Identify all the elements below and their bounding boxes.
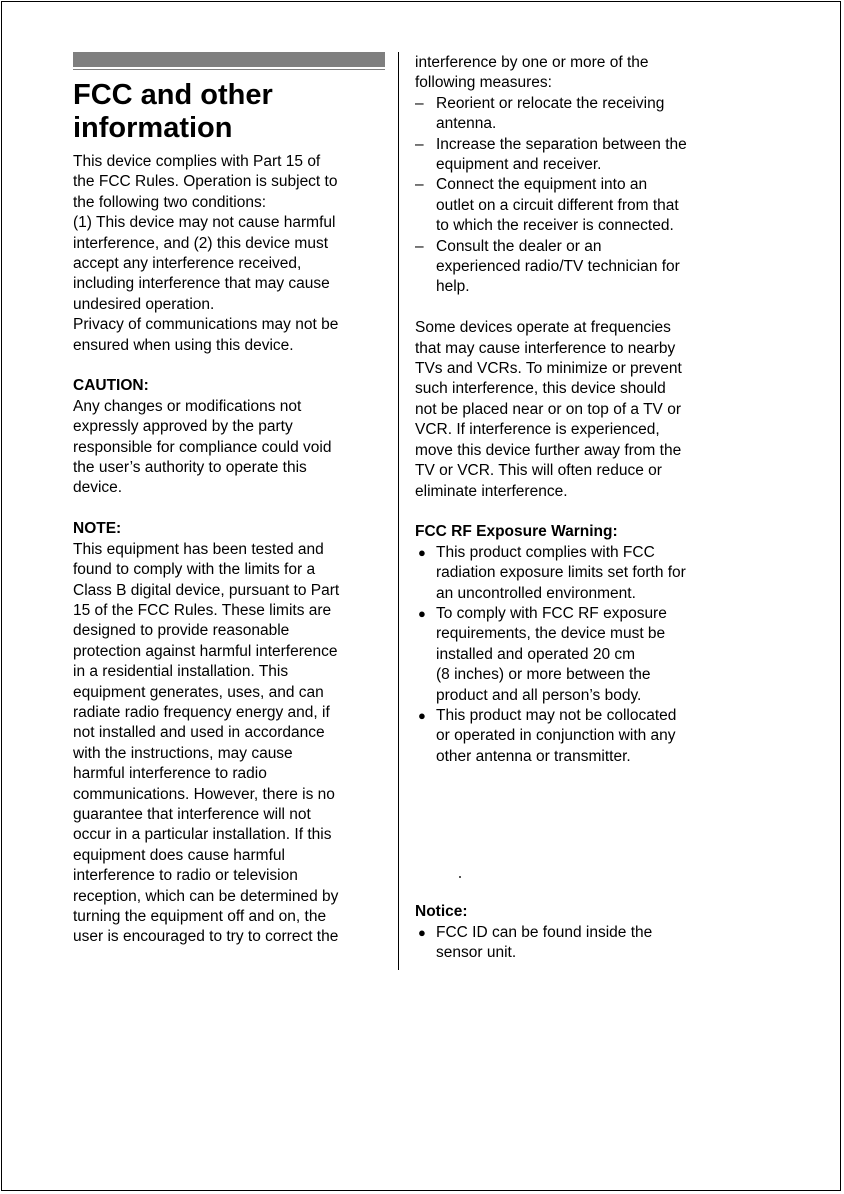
bullet-icon: ●	[418, 924, 426, 940]
interference-paragraph: Some devices operate at frequencies that may cause interference to nearby TVs and VCRs. To minimize or prevent such interference, this device should not be placed near or on top of a TV or VCR. If interference is experienced, move this device further away from the TV or VCR. This will often reduce or eliminate interference.	[415, 319, 682, 500]
list-item: – Increase the separation between the equipment and receiver.	[415, 135, 687, 174]
list-item: ● This product complies with FCC radiation exposure limits set forth for an uncontrolled environment.	[418, 543, 686, 602]
title-line-2: information	[73, 112, 233, 144]
note-heading: NOTE:	[73, 520, 122, 538]
list-item: – Consult the dealer or an experienced radio/TV technician for help.	[415, 237, 680, 296]
note-paragraph: This equipment has been tested and found to comply with the limits for a Class B digital device, pursuant to Part 15 of the FCC Rules. These limits are designed to provide reasonable protection against harmful interference in a residential installation. This equipment generates, uses, and can radiate radio frequency energy and, if not installed and used in accordance with the instructions, may cause harmful interference to radio communications. However, there is no guarantee that interference will not occur in a particular installation. If this equipment does cause harmful interference to radio or television reception, which can be determined by turning the equipment off and on, the user is encouraged to try to correct the	[73, 540, 340, 946]
notice-heading: Notice:	[415, 903, 468, 921]
measures-lead: interference by one or more of the following measures:	[415, 54, 649, 92]
list-item: – Connect the equipment into an outlet on a circuit different from that to which the receiver is connected.	[415, 176, 679, 235]
caution-heading: CAUTION:	[73, 377, 149, 395]
title-bar	[73, 52, 385, 67]
bullet-icon: ●	[418, 605, 426, 621]
title-rule	[73, 69, 385, 70]
bullet-icon: ●	[418, 544, 426, 560]
scan-speck	[459, 876, 461, 878]
list-item: – Reorient or relocate the receiving antenna.	[415, 94, 665, 133]
notice-list	[415, 923, 730, 964]
measures-list	[415, 94, 730, 298]
column-divider	[398, 52, 399, 970]
rf-warning-list	[415, 543, 730, 767]
list-item: ● To comply with FCC RF exposure requirements, the device must be installed and operated 20 cm (8 inches) or more between the product and all person’s body.	[418, 604, 667, 704]
page-title	[73, 79, 385, 145]
rf-warning-heading: FCC RF Exposure Warning:	[415, 523, 618, 541]
list-item: ● FCC ID can be found inside the sensor unit.	[418, 923, 653, 961]
list-item: ● This product may not be collocated or operated in conjunction with any other antenna or transmitter.	[418, 706, 677, 765]
bullet-icon: ●	[418, 707, 426, 723]
caution-paragraph: Any changes or modifications not expressly approved by the party responsible for compliance could void the user’s authority to operate this device.	[73, 397, 332, 497]
left-column	[73, 52, 385, 948]
intro-paragraph: This device complies with Part 15 of the FCC Rules. Operation is subject to the following two conditions: (1) This device may not cause harmful interference, and (2) this device must accept any interference received, including interference that may cause undesired operation. Privacy of communications may not be ensured when using this device.	[73, 153, 339, 354]
title-line-1: FCC and other	[73, 79, 273, 111]
right-column	[415, 53, 730, 963]
